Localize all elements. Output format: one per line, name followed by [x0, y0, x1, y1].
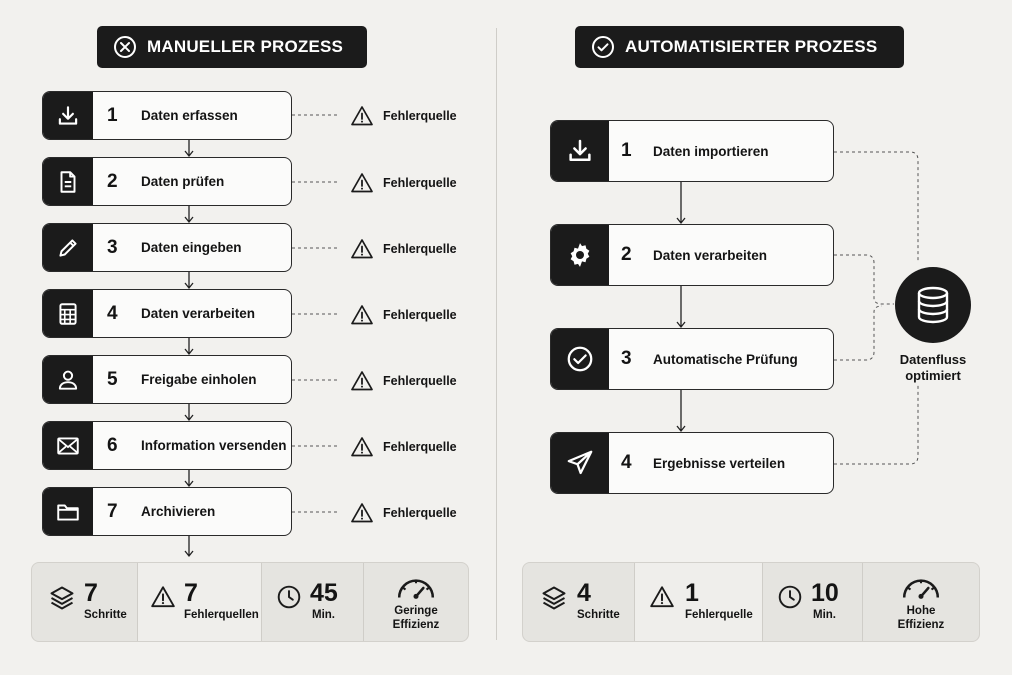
step-label: Daten verarbeiten — [141, 306, 256, 321]
manual-step-4 — [42, 289, 292, 338]
document-icon — [43, 158, 93, 205]
step-number: 1 — [621, 140, 632, 161]
stat-label: Fehlerquelle — [685, 609, 753, 621]
efficiency-label: Hohe Effizienz — [897, 605, 945, 631]
stat-value: 1 — [685, 579, 699, 607]
gauge-icon — [395, 575, 437, 601]
clock-icon — [276, 584, 302, 610]
database-icon — [895, 267, 971, 343]
stat-steps — [523, 563, 635, 641]
error-source-7 — [350, 501, 457, 525]
manual-step-1 — [42, 91, 292, 140]
warning-icon — [350, 435, 374, 459]
step-label: Daten eingeben — [141, 240, 242, 255]
step-number: 2 — [621, 244, 632, 265]
gear-icon — [551, 225, 609, 285]
stat-errors — [635, 563, 763, 641]
step-number: 4 — [621, 452, 632, 473]
warning-icon — [350, 369, 374, 393]
automated-step-3 — [550, 328, 834, 390]
manual-step-2 — [42, 157, 292, 206]
step-number: 5 — [107, 368, 118, 390]
step-number: 3 — [107, 236, 118, 258]
download-icon — [551, 121, 609, 181]
stat-value: 10 — [811, 579, 839, 607]
check-circle-icon — [551, 329, 609, 389]
stat-label: Schritte — [577, 609, 620, 621]
folder-icon — [43, 488, 93, 535]
error-label: Fehlerquelle — [383, 242, 457, 256]
error-source-5 — [350, 369, 457, 393]
step-number: 3 — [621, 348, 632, 369]
stat-value: 7 — [84, 579, 98, 607]
automated-step-4 — [550, 432, 834, 494]
step-number: 2 — [107, 170, 118, 192]
error-source-2 — [350, 171, 457, 195]
calculator-icon — [43, 290, 93, 337]
manual-step-3 — [42, 223, 292, 272]
stat-efficiency — [364, 563, 468, 641]
step-label: Daten verarbeiten — [653, 247, 768, 263]
user-icon — [43, 356, 93, 403]
warning-icon — [649, 584, 675, 610]
step-number: 1 — [107, 104, 118, 126]
warning-icon — [350, 303, 374, 327]
error-label: Fehlerquelle — [383, 506, 457, 520]
stat-steps — [32, 563, 138, 641]
stat-label: Min. — [312, 609, 335, 621]
stat-efficiency — [863, 563, 979, 641]
step-number: 7 — [107, 500, 118, 522]
stat-value: 7 — [184, 579, 198, 607]
error-source-1 — [350, 104, 457, 128]
manual-process-title: MANUELLER PROZESS — [147, 37, 344, 56]
warning-icon — [350, 237, 374, 261]
error-label: Fehlerquelle — [383, 374, 457, 388]
error-label: Fehlerquelle — [383, 176, 457, 190]
step-number: 6 — [107, 434, 118, 456]
manual-step-7 — [42, 487, 292, 536]
automated-process-title: AUTOMATISIERTER PROZESS — [625, 37, 878, 56]
automated-step-2 — [550, 224, 834, 286]
stat-label: Fehlerquellen — [184, 609, 259, 621]
mail-icon — [43, 422, 93, 469]
stat-value: 45 — [310, 579, 338, 607]
step-label: Freigabe einholen — [141, 372, 257, 387]
step-label: Archivieren — [141, 504, 216, 519]
error-label: Fehlerquelle — [383, 109, 457, 123]
layers-icon — [48, 584, 76, 612]
manual-connectors — [0, 0, 496, 560]
stat-label: Min. — [813, 609, 836, 621]
step-number: 4 — [107, 302, 118, 324]
gauge-icon — [900, 575, 942, 601]
warning-icon — [150, 584, 176, 610]
manual-step-5 — [42, 355, 292, 404]
layers-icon — [540, 584, 568, 612]
stat-time — [763, 563, 863, 641]
warning-icon — [350, 501, 374, 525]
error-label: Fehlerquelle — [383, 308, 457, 322]
dataflow-label: Datenfluss optimiert — [899, 352, 967, 383]
step-label: Daten importieren — [653, 143, 769, 159]
error-source-6 — [350, 435, 457, 459]
automated-stats-bar — [522, 562, 980, 642]
pencil-icon — [43, 224, 93, 271]
step-label: Automatische Prüfung — [653, 351, 798, 367]
error-label: Fehlerquelle — [383, 440, 457, 454]
manual-stats-bar — [31, 562, 469, 642]
error-source-4 — [350, 303, 457, 327]
stat-label: Schritte — [84, 609, 127, 621]
error-source-3 — [350, 237, 457, 261]
stat-value: 4 — [577, 579, 591, 607]
stat-errors — [138, 563, 262, 641]
download-icon — [43, 92, 93, 139]
automated-step-1 — [550, 120, 834, 182]
clock-icon — [777, 584, 803, 610]
warning-icon — [350, 104, 374, 128]
step-label: Ergebnisse verteilen — [653, 455, 786, 471]
manual-step-6 — [42, 421, 292, 470]
step-label: Information versenden — [141, 438, 287, 453]
send-icon — [551, 433, 609, 493]
efficiency-label: Geringe Effizienz — [392, 605, 440, 631]
stat-time — [262, 563, 364, 641]
step-label: Daten prüfen — [141, 174, 225, 189]
step-label: Daten erfassen — [141, 108, 238, 123]
warning-icon — [350, 171, 374, 195]
